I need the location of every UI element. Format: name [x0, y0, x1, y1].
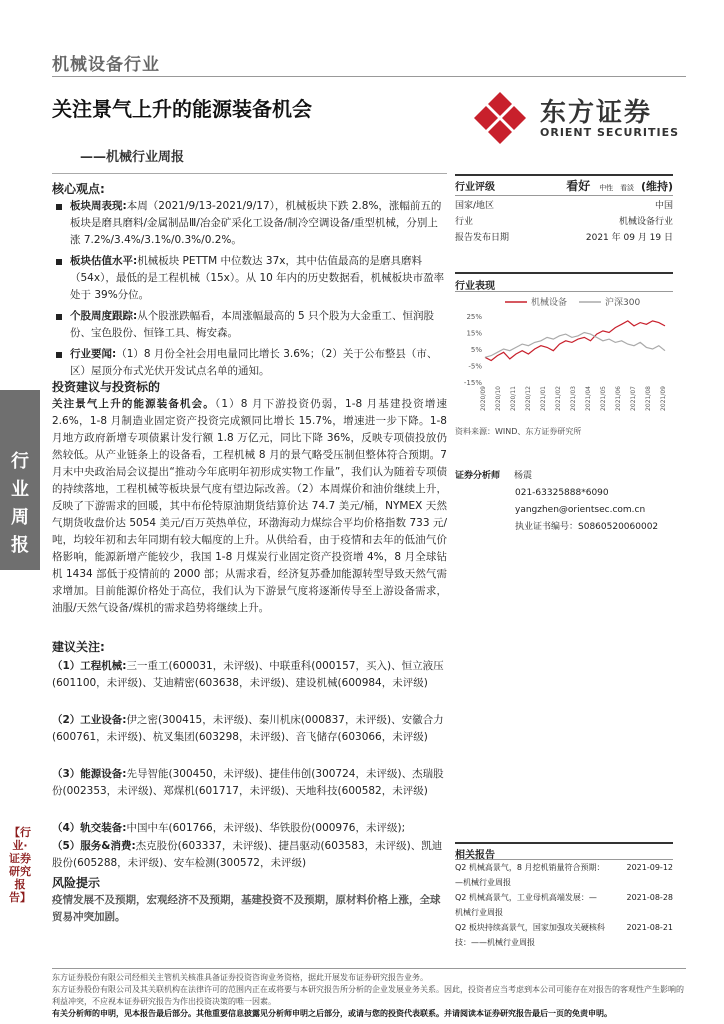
report-title: 关注景气上升的能源装备机会 [52, 97, 312, 121]
x-tick-label: 2021/09 [660, 386, 667, 411]
x-tick-label: 2020/10 [495, 386, 502, 411]
x-tick-label: 2021/03 [570, 386, 577, 411]
sidebar-label: 行业周报 [11, 451, 29, 556]
suggest-item: （4）轨交装备:中国中车(601766，未评级)、华铁股份(000976，未评级); [52, 822, 406, 834]
suggest-item: （3）能源设备:先导智能(300450，未评级)、捷佳伟创(300724，未评级)、杰瑞股份(002353，未评级)、郑煤机(601717，未评级)、天地科技(600582，未评级) [52, 768, 444, 797]
core-item: 板块周表现:本周（2021/9/13-2021/9/17），机械板块下跌 2.8%，涨幅前五的板块是磨具磨料/金属制品Ⅲ/冶金矿采化工设备/制冷空调设备/重型机械，分别上涨 7.2%/3.4%/3.1%/0.3%/0.2%。 [52, 198, 447, 249]
x-tick-label: 2020/12 [525, 386, 532, 411]
header-divider [52, 76, 686, 77]
info-row: 国家/地区 中国 [455, 200, 673, 211]
sidebar-bottom-label: 【行业·证券研究报告】 [9, 826, 31, 904]
core-item: 个股周度跟踪:从个股涨跌幅看，本周涨幅最高的 5 只个股为大金重工、恒润股份、宝色股份、恒锋工具、梅安森。 [52, 308, 447, 342]
y-tick-label: 5% [470, 346, 482, 354]
x-tick-label: 2021/02 [555, 386, 562, 411]
series-line [485, 321, 665, 361]
related-item-sub: 技：——机械行业周报 [455, 938, 535, 947]
invest-heading: 投资建议与投资标的 [52, 380, 161, 394]
footer [52, 972, 686, 1020]
related-heading: 相关报告 [455, 842, 673, 860]
x-tick-label: 2021/04 [585, 386, 592, 411]
analyst-name: 杨震 [514, 471, 533, 481]
risk-text: 疫情发展不及预期，宏观经济不及预期，基建投资不及预期，原材料价格上涨，全球贸易冲突加剧。 [52, 894, 441, 923]
core-item: 板块估值水平:机械板块 PETTM 中位数达 37x，其中估值最高的是磨具磨料（54x），最低的是工程机械（15x）。从 10 年内的历史数据看，机械板块市盈率处于 39%分位。 [52, 253, 447, 304]
risk-heading: 风险提示 [52, 876, 101, 890]
suggest-item: （5）服务&消费:杰克股份(603337，未评级)、捷昌驱动(603583，未评级)、凯迪股份(605288，未评级)、安车检测(300572，未评级) [52, 840, 443, 869]
x-tick-label: 2020/11 [510, 386, 517, 411]
logo-name-en: ORIENT SECURITIES [540, 126, 680, 139]
related-item[interactable]: Q2 机械高景气，工业母机高端发展：— 2021-08-28 [455, 893, 673, 902]
x-tick-label: 2021/07 [630, 386, 637, 411]
footer-divider [52, 968, 686, 969]
core-heading: 核心观点: [52, 182, 105, 196]
rating-row: 行业评级 看好 中性 看淡 (维持) [455, 174, 673, 196]
x-tick-label: 2021/06 [615, 386, 622, 411]
rating-table [455, 174, 673, 244]
core-item: 行业要闻:（1）8 月份全社会用电量同比增长 3.6%；（2）关于公布整县（市、区）屋顶分布式光伏开发试点名单的通知。 [52, 346, 447, 380]
x-tick-label: 2021/05 [600, 386, 607, 411]
y-tick-label: 25% [466, 313, 482, 321]
performance-chart [455, 294, 673, 424]
analyst-license: 执业证书编号：S0860520060002 [515, 522, 659, 532]
core-bullets [52, 198, 447, 384]
related-item[interactable]: Q2 板块持续高景气，国家加强攻关硬核科 2021-08-21 [455, 923, 673, 932]
related-item-sub: —机械行业周报 [455, 878, 511, 887]
related-reports [455, 842, 673, 950]
legend-label: 沪深300 [605, 298, 641, 308]
chart-source: 资料来源：WIND、东方证券研究所 [455, 427, 582, 436]
related-item-sub: 机械行业周报 [455, 908, 503, 917]
analyst-block [455, 468, 673, 536]
x-tick-label: 2021/08 [645, 386, 652, 411]
analyst-label: 证券分析师 [455, 471, 501, 481]
report-subtitle: ——机械行业周报 [80, 150, 185, 165]
y-tick-label: -5% [468, 362, 482, 371]
footer-line: 东方证券股份有限公司及其关联机构在法律许可的范围内正在或将要与本研究报告所分析的企业发展业务关系。因此，投资者应当考虑到本公司可能存在对报告的客观性产生影响的利益冲突，不应视本证券研究报告为作出投资决策的唯一因素。 [52, 985, 684, 1006]
info-row: 行业 机械设备行业 [455, 216, 673, 227]
y-tick-label: 15% [466, 329, 482, 338]
y-tick-label: -15% [463, 379, 482, 387]
footer-line: 有关分析师的申明，见本报告最后部分。其他重要信息披露见分析师申明之后部分，或请与您的投资代表联系。并请阅读本证券研究报告最后一页的免责申明。 [52, 1009, 612, 1018]
suggest-item: （1）工程机械:三一重工(600031，未评级)、中联重科(000157，买入)、恒立液压(601100，未评级)、艾迪精密(603638，未评级)、建设机械(600984，未评级) [52, 660, 444, 689]
logo-name-cn: 东方证券 [540, 98, 653, 128]
legend-label: 机械设备 [531, 298, 568, 308]
x-tick-label: 2020/09 [480, 386, 487, 411]
analyst-phone: 021-63325888*6090 [515, 488, 609, 498]
report-category: 机械设备行业 [52, 55, 160, 75]
invest-body: 关注景气上升的能源装备机会。（1）8 月下游投资仍弱，1-8 月基建投资增速 2.6%，1-8 月制造业固定资产投资完成额同比增长 15.7%，增速进一步下降。1-8 月地方政府新增专项债累计发行额 1.8 万亿元，同比下降 36%，反映专项债投放仍然较低。从产业链条上的设备看，工程机械 8 月的景气略受压制但整体符合预期。7 月末中央政治局会议提出“推动今年底明年初形成实物工作量”，我们认为随着专项债的持续落地，工程机械等板块景气度有望边际改善。（2）本周煤价和油价继续上升，反映了下游需求的回暖，其中布伦特原油期货结算价达 74.7 美元/桶，NYMEX 天然气期货收盘价达 5054 美元/百万英热单位，环渤海动力煤综合平均价格指数 733 元/吨，均较年初和去年同期有较大幅度的上升。从供给看，由于疫情和去年的低油气价格影响，能源新增产能较少，我国 1-8 月煤炭行业固定资产投资增 4%，8 月全球钻机 1434 部低于疫情前的 2000 部；从需求看，经济复苏叠加能源转型导致天然气需求增加。目前能源价格处于高位，我们认为下游景气度将逐渐传导至上游设备需求，油服/天然气设备/煤机的需求趋势将继续上升。 [52, 398, 447, 614]
related-item[interactable]: Q2 机械高景气，8 月挖机销量符合预期： 2021-09-12 [455, 863, 673, 872]
suggest-heading: 建议关注: [52, 640, 105, 654]
suggest-item: （2）工业设备:伊之密(300415，未评级)、秦川机床(000837，未评级)、安徽合力(600761，未评级)、杭叉集团(603298，未评级)、音飞储存(603066，未评级) [52, 714, 444, 743]
title-divider [52, 173, 447, 174]
footer-line: 东方证券股份有限公司经相关主管机关核准具备证券投资咨询业务资格，据此开展发布证券研究报告业务。 [52, 973, 428, 982]
chart-title: 行业表现 [455, 272, 673, 292]
analyst-email[interactable]: yangzhen@orientsec.com.cn [515, 505, 646, 515]
series-line [485, 333, 665, 358]
info-row: 报告发布日期 2021 年 09 月 19 日 [455, 232, 673, 243]
x-tick-label: 2021/01 [540, 386, 547, 411]
orient-logo-icon [470, 90, 530, 146]
